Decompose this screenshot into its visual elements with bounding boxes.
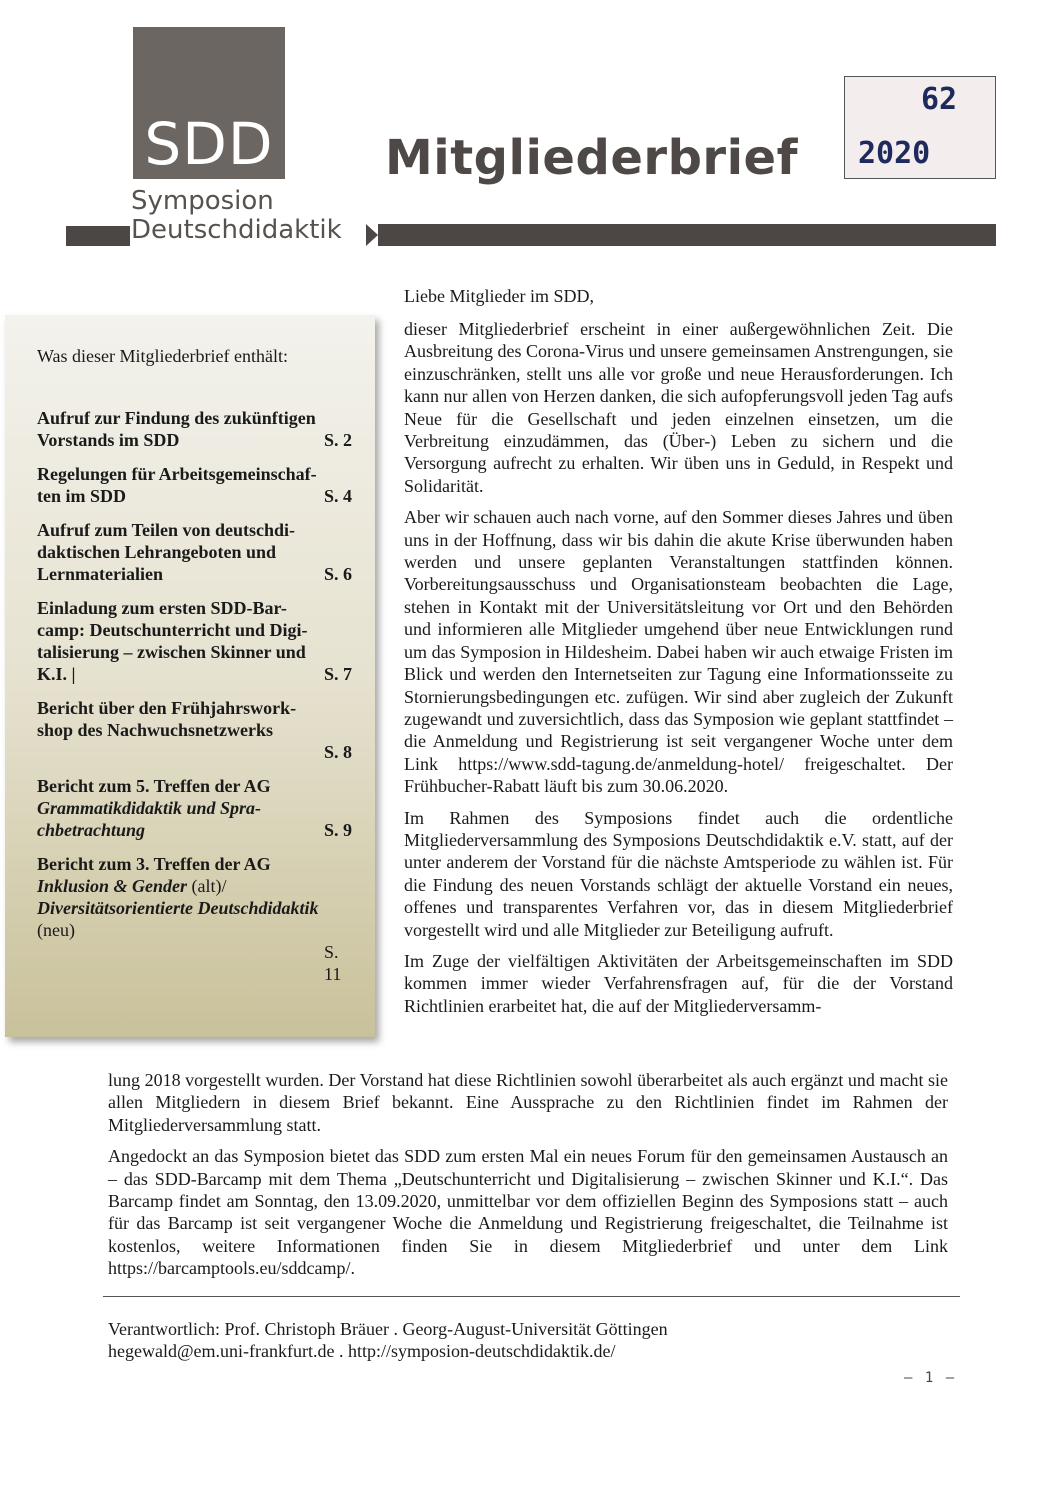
toc-page-ref: S. 8: [324, 742, 353, 762]
logo-line-1: Symposion: [131, 186, 274, 216]
toc-entry[interactable]: [37, 697, 355, 763]
issue-year: 2020: [858, 136, 931, 171]
sdd-logo: [133, 27, 285, 179]
toc-entry-title: Vorstands im SDD: [37, 430, 180, 450]
letter-paragraph: Im Zuge der vielfältigen Aktivitäten der Arbeitsgemeinschaften im SDD kommen immer wieder Verfahrensfragen auf, für die der Vorstand Richtlinien erarbeitet hat, die auf der Mitgliederversamm-: [404, 950, 953, 1016]
letter-paragraph: Im Rahmen des Symposions findet auch die ordentliche Mitgliederversammlung des Symposions Deutschdidaktik e.V. statt, auf der unter anderem der Vorstand für die nächste Amtsperiode zu wählen ist. Für die Findung des neuen Vorstands schlägt der aktuelle Vorstand ein neues, offenes und transparentes Verfahren vor, das in diesem Mitgliederbrief vorgestellt wird und alle Mitglieder zur Beteiligung aufruft.: [404, 807, 953, 940]
toc-intro: Was dieser Mitgliederbrief enthält:: [37, 346, 288, 366]
header-band-notch: [366, 224, 378, 246]
toc-ag-name: chbetrachtung: [37, 820, 146, 840]
logo-line-2: Deutschdidaktik: [131, 215, 342, 245]
footer-responsible: Verantwortlich: Prof. Christoph Bräuer . Georg-August-Universität Göttingen: [108, 1319, 668, 1339]
issue-number: 62: [921, 82, 958, 117]
toc-note: (alt)/: [187, 876, 227, 896]
toc-entry-title: camp: Deutschunterricht und Digi-: [37, 620, 308, 640]
footer-divider: [103, 1296, 960, 1297]
letter-paragraph: Angedockt an das Symposion bietet das SDD zum ersten Mal ein neues Forum für den gemeinsamen Austausch an – das SDD-Barcamp mit dem Thema „Deutschunterricht und Digitalisierung – zwischen Skinner und K.I.“. Das Barcamp findet am Sonntag, den 13.09.2020, unmittelbar vor dem offiziellen Beginn des Symposions statt – auch für das Barcamp ist seit vergangener Woche die Anmeldung und Registrierung freigeschaltet, die Teilnahme ist kostenlos, weitere Informationen finden Sie in diesem Mitgliederbrief und unter dem Link https://barcamptools.eu/sddcamp/.: [108, 1146, 948, 1279]
toc-entry-title: daktischen Lehrangeboten und: [37, 542, 277, 562]
toc-entry[interactable]: [37, 407, 355, 451]
toc-entry-title: Lernmaterialien: [37, 564, 163, 584]
header-band-right: [378, 224, 996, 246]
letter-paragraph: Aber wir schauen auch nach vorne, auf den Sommer dieses Jahres und üben uns in der Hoffnung, dass wir bis dahin die akute Krise überwunden haben werden und unsere geplanten Veranstaltungen stattfinden können. Vorbereitungsausschuss und Organisationsteam beobachten die Lage, stehen in Kontakt mit der Universitätsleitung vor Ort und den Behörden und informieren alle Mitglieder umgehend über neue Entwicklungen rund um das Symposion in Hildesheim. Dabei haben wir auch etwaige Fristen im Blick und werden den Internetseiten zur Tagung eine Informationsseite zu Stornierungsbedingungen etc. zufügen. Wir sind aber zugleich der Zukunft zugewandt und zuversichtlich, dass das Symposion wie geplant stattfindet – die Anmeldung und Registrierung ist seit vergangener Woche unter dem Link https://www.sdd-tagung.de/anmeldung-hotel/ freigeschaltet. Der Frühbucher-Rabatt läuft bis zum 30.06.2020.: [404, 507, 953, 797]
toc-page-ref: S. 11: [324, 942, 342, 984]
toc-entry-title: Bericht zum 5. Treffen der AG: [37, 776, 271, 796]
toc-entry-title: Bericht zum 3. Treffen der AG: [37, 854, 271, 874]
toc-ag-name: Diversitätsorientierte Deutschdidaktik: [37, 898, 319, 918]
toc-entry-title: Aufruf zum Teilen von deutschdi-: [37, 520, 296, 540]
footer-imprint: [108, 1318, 668, 1362]
toc-entry[interactable]: [37, 775, 355, 841]
letter-greeting: Liebe Mitglieder im SDD,: [404, 286, 594, 306]
toc-ag-name: Grammatikdidaktik und Spra-: [37, 798, 262, 818]
toc-page-ref: S. 6: [324, 564, 353, 584]
toc-page-ref: S. 2: [324, 430, 353, 450]
letter-column: [404, 318, 953, 1017]
table-of-contents: [5, 315, 375, 1037]
toc-entry[interactable]: [37, 597, 355, 685]
letter-paragraph: dieser Mitgliederbrief erscheint in einer außergewöhnlichen Zeit. Die Ausbreitung des Corona-Virus und unsere gemeinsamen Anstrengungen, sie einzuschränken, stellt uns alle vor große und neue Herausforderungen. Ich kann nur allen von Herzen danken, die sich aufopferungsvoll jeden Tag aufs Neue für die Gesellschaft und jeden einzelnen einsetzen, um die Verbreitung einzudämmen, das (Über-) Leben zu sichern und die Versorgung aufrecht zu erhalten. Wir üben uns in Geduld, in Respekt und Solidarität.: [404, 319, 953, 496]
toc-entry-title: K.I. |: [37, 664, 76, 684]
toc-entry[interactable]: [37, 463, 355, 507]
toc-page-ref: S. 4: [324, 486, 353, 506]
toc-entry[interactable]: [37, 519, 355, 585]
toc-entry-title: ten im SDD: [37, 486, 126, 506]
footer-contact[interactable]: hegewald@em.uni-frankfurt.de . http://symposion-deutschdidaktik.de/: [108, 1341, 616, 1361]
toc-page-ref: S. 7: [324, 664, 353, 684]
toc-entry-title: shop des Nachwuchsnetzwerks: [37, 720, 274, 740]
toc-entry[interactable]: [37, 853, 355, 984]
letter-full-width: [108, 1069, 948, 1289]
newsletter-title: Mitgliederbrief: [385, 130, 798, 186]
letter-paragraph: lung 2018 vorgestellt wurden. Der Vorstand hat diese Richtlinien sowohl überarbeitet als auch ergänzt und macht sie allen Mitgliedern in diesem Brief bekannt. Eine Aussprache zu den Richtlinien findet im Rahmen der Mitgliederversammlung statt.: [108, 1070, 948, 1135]
logo-abbreviation: SDD: [144, 110, 274, 178]
header-band-left: [66, 226, 130, 246]
toc-entry-title: Einladung zum ersten SDD-Bar-: [37, 598, 287, 618]
toc-entry-title: Bericht über den Frühjahrswork-: [37, 698, 297, 718]
logo-subtitle: [131, 187, 342, 245]
toc-page-ref: S. 9: [324, 820, 353, 840]
toc-entry-title: talisierung – zwischen Skinner und: [37, 642, 306, 662]
toc-entry-title: Regelungen für Arbeitsgemeinschaf-: [37, 464, 317, 484]
toc-ag-name: Inklusion & Gender: [37, 876, 188, 896]
page-number: – 1 –: [904, 1370, 957, 1386]
toc-note: (neu): [37, 920, 75, 940]
issue-box: [844, 76, 996, 179]
toc-entry-title: Aufruf zur Findung des zukünftigen: [37, 408, 316, 428]
